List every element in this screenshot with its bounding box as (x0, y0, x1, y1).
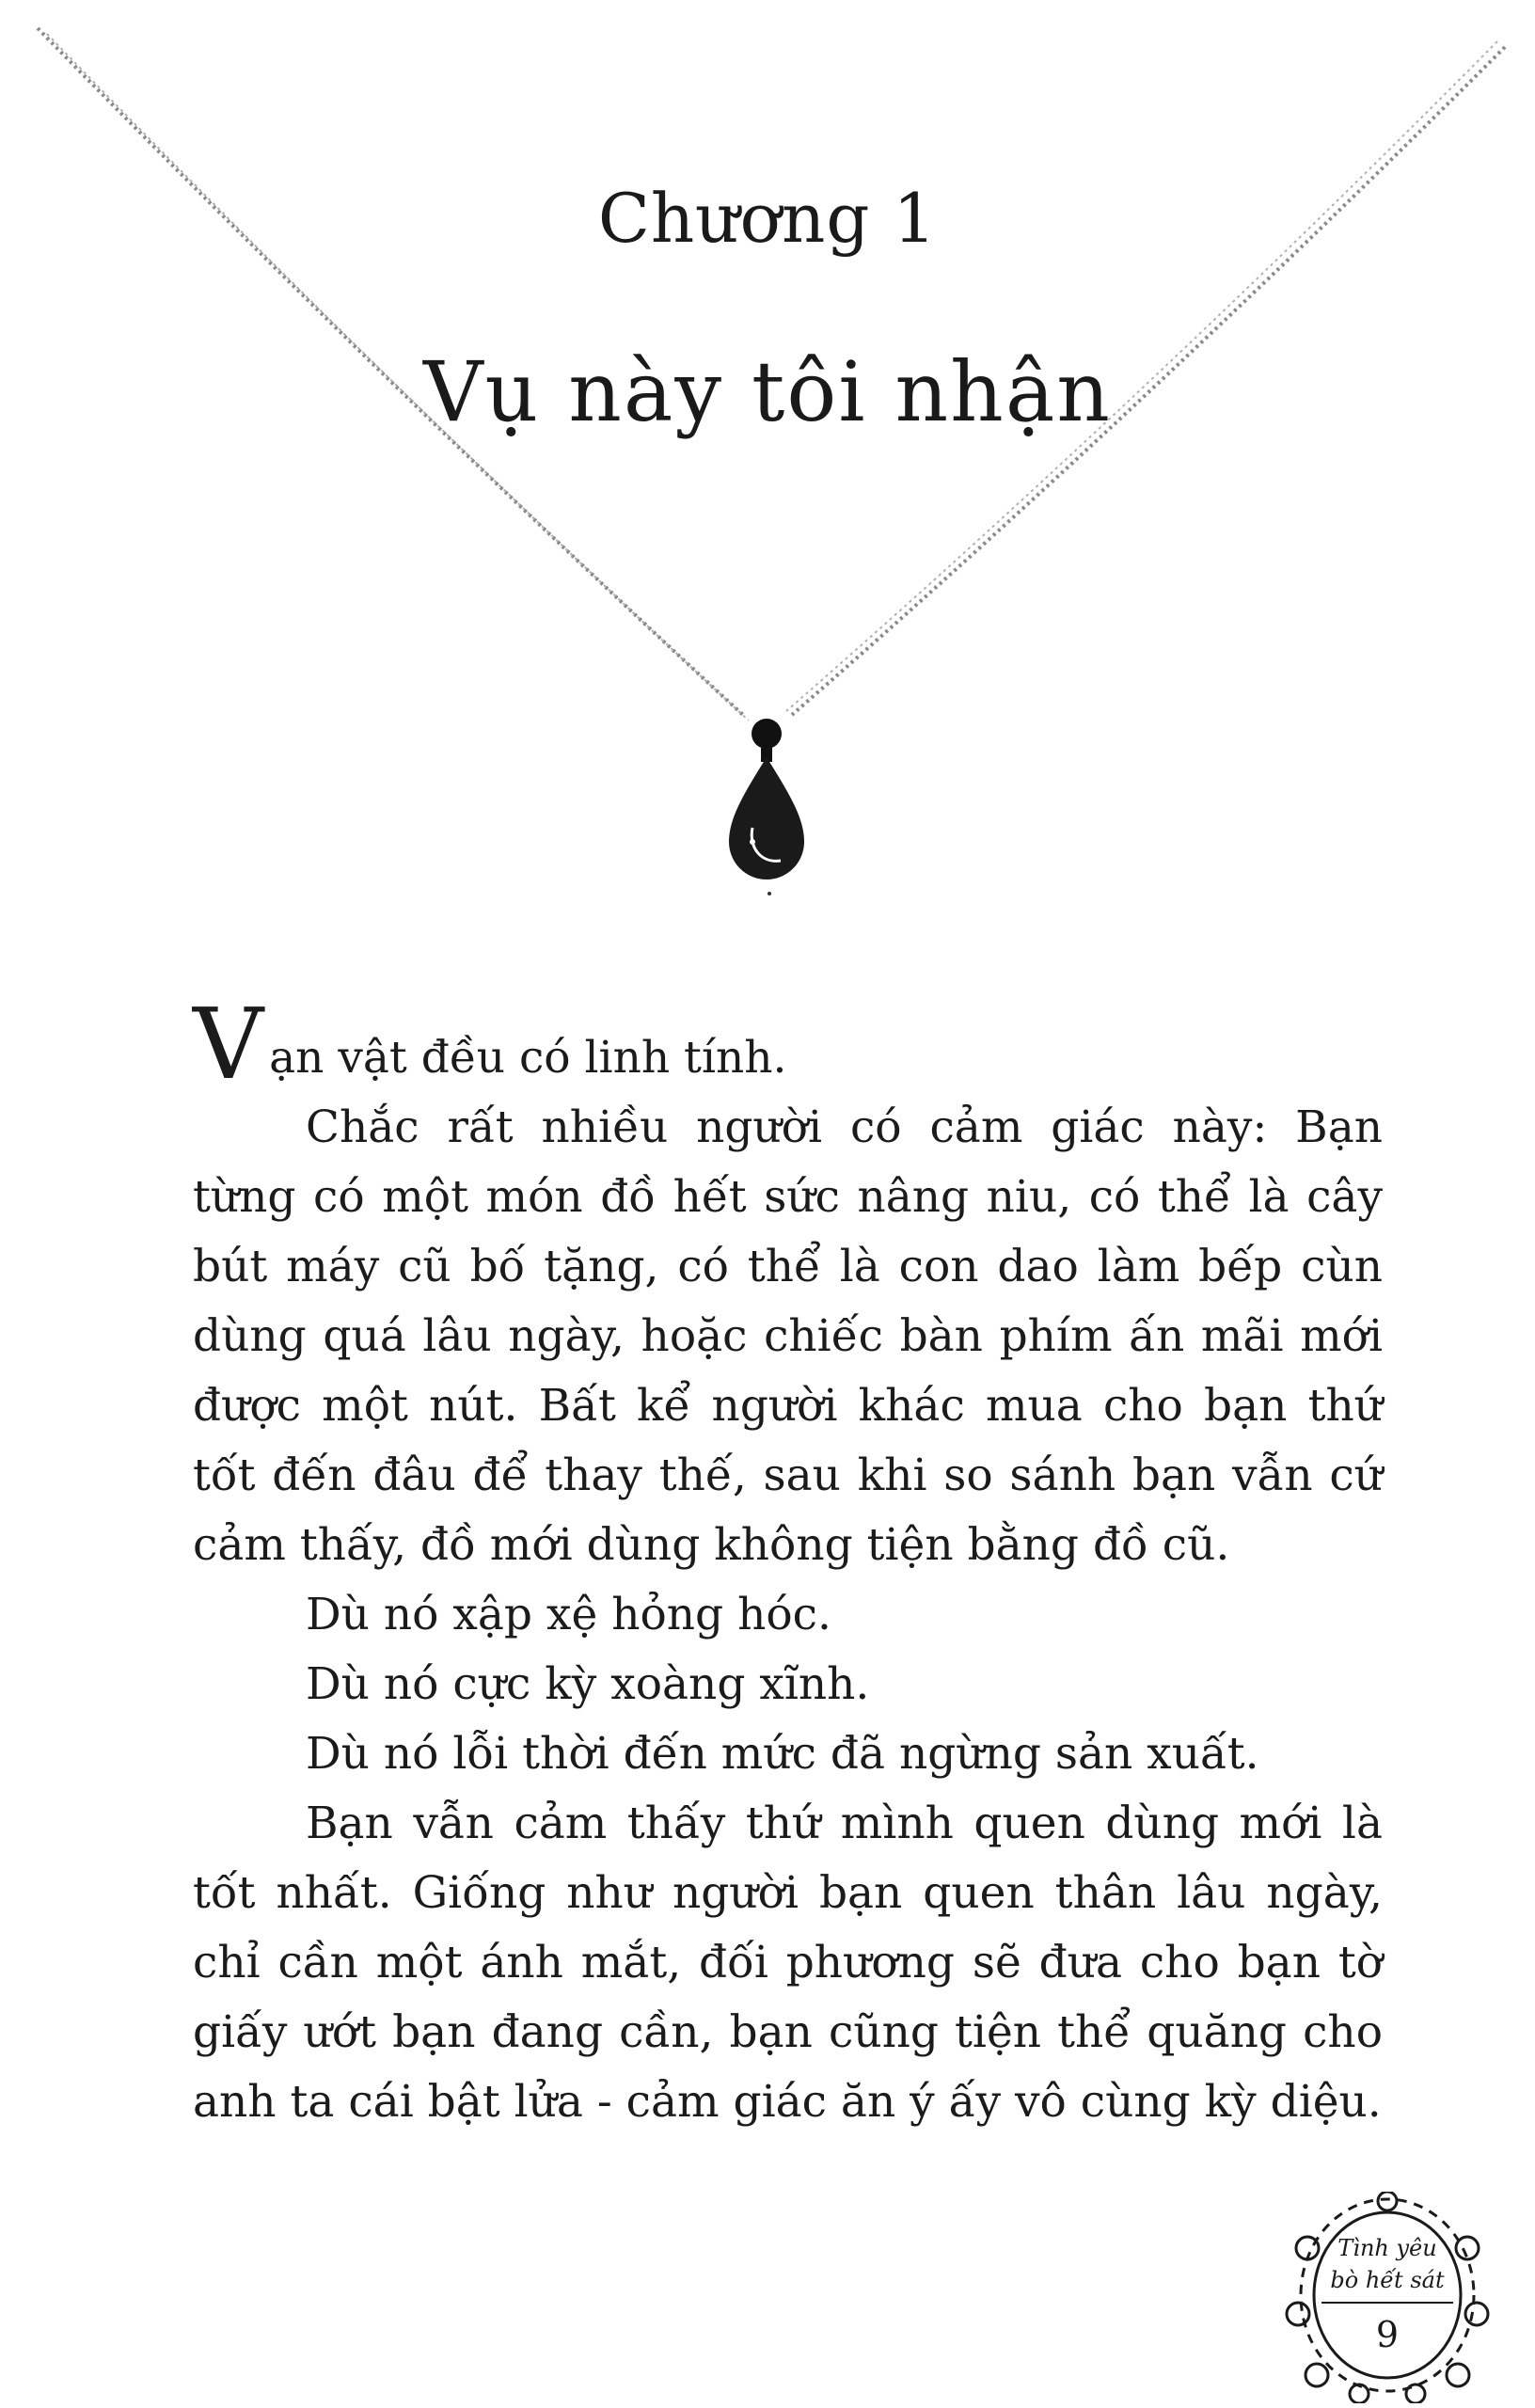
chapter-label: Chương 1 (597, 179, 938, 258)
paragraph-1 (193, 987, 1383, 1101)
necklace-illustration (0, 0, 1535, 941)
paragraph-4: Dù nó cực kỳ xoàng xĩnh. (306, 1658, 870, 1710)
paragraph-1-text: ạn vật đều có linh tính. (269, 1032, 787, 1084)
pendant-icon (729, 719, 804, 895)
page-number: 9 (1375, 2314, 1400, 2355)
emblem-title-line-2: bò hết sát (1330, 2267, 1445, 2293)
drop-cap: V (193, 987, 264, 1101)
paragraph-6: Bạn vẫn cảm thấy thứ mình quen dùng mới là tốt nhất. Giống như người bạn quen thân lâu ngày, chỉ cần một ánh mắt, đối phương sẽ đưa cho bạn tờ giấy ướt bạn đang cần, bạn cũng tiện thể quăng cho anh ta cái bật lửa - cảm giác ăn ý ấy vô cùng kỳ diệu. (193, 1798, 1383, 2128)
chapter-body (193, 987, 1383, 2137)
paragraph-3: Dù nó xập xệ hỏng hóc. (306, 1589, 831, 1640)
chapter-title: Vụ này tôi nhận (423, 343, 1112, 440)
paragraph-5: Dù nó lỗi thời đến mức đã ngừng sản xuất. (306, 1728, 1259, 1780)
paragraph-2: Chắc rất nhiều người có cảm giác này: Bạn từng có một món đồ hết sức nâng niu, có thể là cây bút máy cũ bố tặng, có thể là con dao làm bếp cùn dùng quá lâu ngày, hoặc chiếc bàn phím ấn mãi mới được một nút. Bất kể người khác mua cho bạn thứ tốt đến đâu để thay thế, sau khi so sánh bạn vẫn cứ cảm thấy, đồ mới dùng không tiện bằng đồ cũ. (193, 1101, 1383, 1571)
ornament-frame-icon (1270, 2192, 1505, 2403)
emblem-title-line-1: Tình yêu (1337, 2235, 1437, 2261)
